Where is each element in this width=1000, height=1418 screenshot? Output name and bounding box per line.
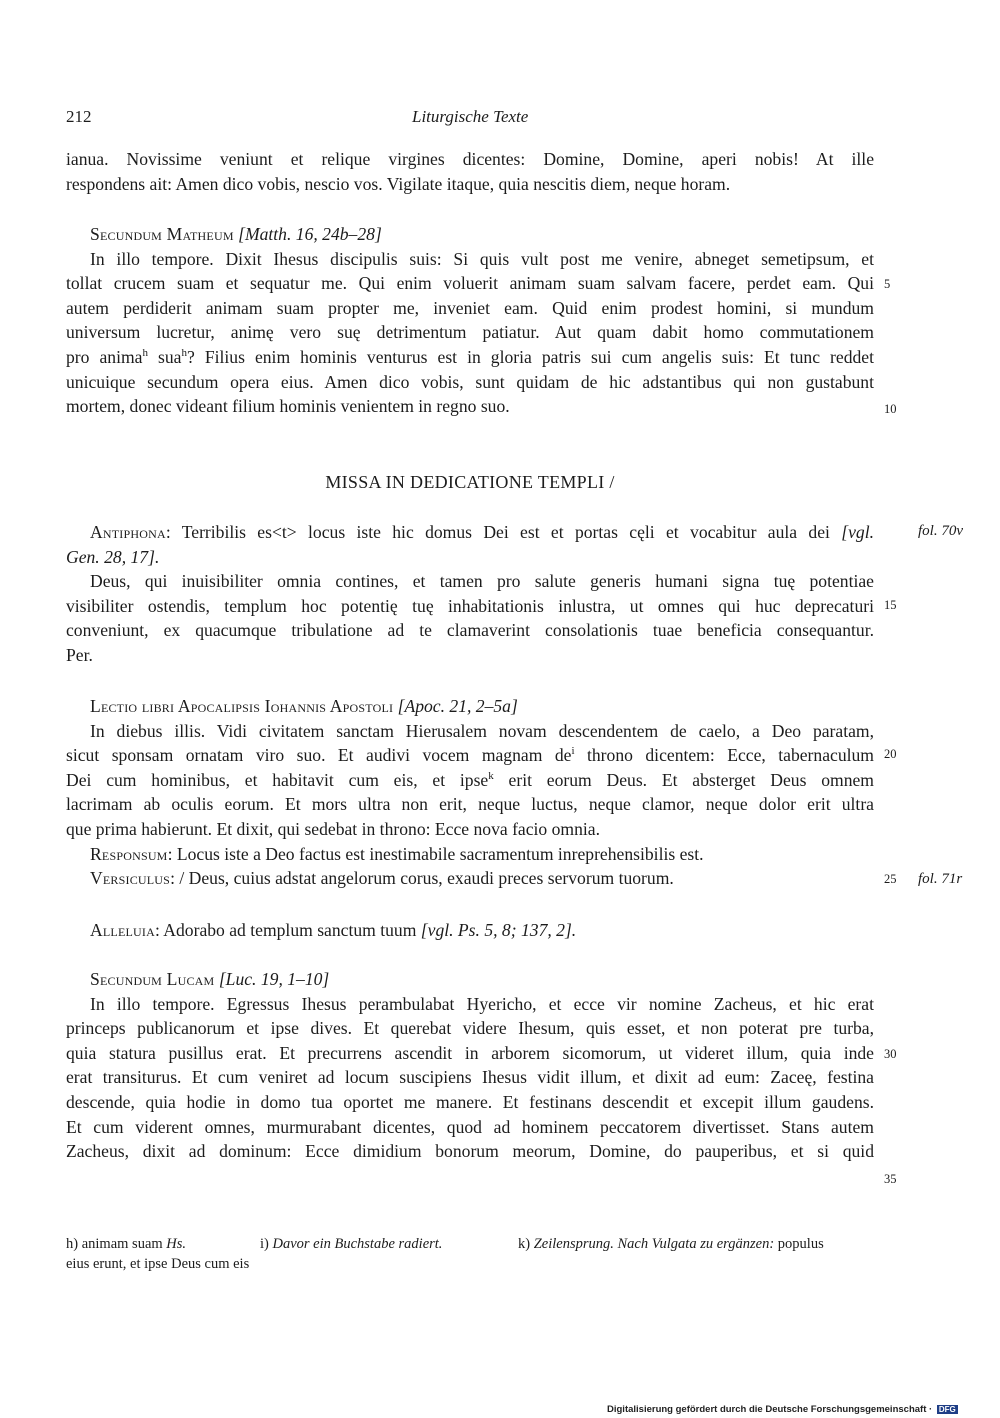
dfg-logo: DFG [938,1405,956,1414]
line-number: 15 [884,598,897,612]
text-line: unicuique secundum opera eius. Amen dico vobis, sunt quidam de hic adstantibus qui non gustabunt [66,371,874,392]
versiculus-line: Versiculus: / Deus, cuius adstat angelorum corus, exaudi preces servorum tuorum. [90,868,674,889]
footnote-marker: h [142,347,148,360]
alleluia-section [66,918,874,943]
text-line: Zacheus, dixit ad dominum: Ecce dimidium bonorum meorum, Domine, do pauperibus, et si quid [66,1141,874,1162]
footnote-row [66,1234,874,1254]
text-line: descende, quia hodie in domo tua oportet me manere. Et festinans descendit et excepit illum gaudens. [66,1091,874,1112]
text-line: In illo tempore. Dixit Ihesus discipulis suis: Si quis vult post me venire, abneget semetipsum, et [90,248,874,269]
antiphona-section [66,520,874,668]
line-number: 30 [884,1047,897,1061]
text-line: quia statura pusillus erat. Et precurrens ascendit in arborem sicomorum, ut videret illum, quia inde [66,1042,874,1063]
text-line: visibiliter ostendis, templum hoc potentię tuę inhabitationis inlustra, ut omnes qui huc deprecaturi [66,595,874,616]
text-line: tollat crucem suam et sequatur me. Qui enim voluerit animam suam salvam facere, perdet eam. Qui [66,273,874,294]
footnote-h: h) animam suam Hs. [66,1236,187,1252]
footnote-continuation: eius erunt, et ipse Deus cum eis [66,1256,250,1272]
footnote-marker: h [181,347,187,360]
footnote-k: k) Zeilensprung. Nach Vulgata zu ergänzen: populus [518,1236,824,1252]
lectio-section [66,694,874,891]
scripture-reference: [Apoc. 21, 2–5a] [397,696,518,716]
alleluia-label: Alleluia [90,920,155,940]
heading-label: Lectio libri Apocalipsis Iohannis Apostoli [90,696,394,716]
text-line: Per. [66,644,93,665]
scripture-reference: Gen. 28, 17]. [66,546,160,567]
text-line: sicut sponsam ornatam viro suo. Et audivi vocem magnam $de^i$ throno dicentem: Ecce, tabernaculum [66,745,874,766]
text-line: autem perdiderit animam suam propter me, inveniet eam. Quid enim prodest homini, si mundum [66,297,874,318]
text-line: In illo tempore. Egressus Ihesus perambulabat Hyericho, et ecce vir nomine Zacheus, et hic erat [90,993,874,1014]
text-line: In diebus illis. Vidi civitatem sanctam Hierusalem novam descendentem de caelo, a Deo paratam, [90,720,874,741]
section-heading [66,967,874,992]
text-line: mortem, donec videant filium hominis venientem in regno suo. [66,396,510,417]
mass-title: MISSA IN DEDICATIONE TEMPLI / [325,472,615,492]
antiphona-label: Antiphona [90,522,166,542]
text-line: Deus, qui inuisibiliter omnia contines, et tamen pro salute generis humani signa tuę potentiae [90,571,874,592]
line-number: 25 [884,872,897,886]
text-line: respondens ait: Amen dico vobis, nescio vos. Vigilate itaque, quia nescitis diem, neque horam. [66,173,731,194]
opening-paragraph [66,147,874,196]
digitization-credit: Digitalisierung gefördert durch die Deutsche Forschungsgemeinschaft · DFG [607,1404,956,1415]
section-heading [66,222,874,247]
line-number: 20 [884,747,897,761]
running-title: Liturgische Texte [412,107,529,126]
text-line: pro anima$^h$ sua$^h$? Filius enim hominis venturus est in gloria patris sui cum angelis suis: Et tunc reddet [66,346,875,367]
scripture-reference: [vgl. [841,522,874,542]
text-line: ianua. Novissime veniunt et relique virgines dicentes: Domine, Domine, aperi nobis! At ille [66,149,874,169]
luke-section [66,967,874,1164]
footnote-i: i) Davor ein Buchstabe radiert. [260,1236,443,1252]
text-line: Dei cum hominibus, et habitavit cum eis, et ipse$^k$ erit eorum Deus. Et absterget Deus omnem [66,769,874,790]
text-line: Et cum viderent omnes, murmurabant dicentes, quod ad hominem peccatorem divertisset. Stans autem [66,1116,874,1137]
scripture-reference: [Matth. 16, 24b–28] [238,224,382,244]
text-line: que prima habierunt. Et dixit, qui sedebat in throno: Ecce nova facio omnia. [66,818,601,839]
footnotes [66,1234,874,1274]
heading-label: Secundum Lucam [90,969,215,989]
responsum-label: Responsum [90,843,168,864]
matthew-section [66,222,874,419]
alleluia-line: Alleluia: Adorabo ad templum sanctum tuum [vgl. Ps. 5, 8; 137, 2]. [90,920,577,940]
scripture-reference: [vgl. Ps. 5, 8; 137, 2]. [420,920,577,940]
text-line: universum lucretur, animę vero suę detrimentum patiatur. Aut quam dabit homo commutationem [66,322,874,343]
text-line: erat transiturus. Et cum veniret ad locum suscipiens Ihesus vidit illum, et dixit ad eum: Zaceę, festina [66,1067,874,1088]
footnote-marker: k [488,769,494,782]
text-line: lacrimam ab oculis eorum. Et mors ultra non erit, neque luctus, neque clamor, neque dolor erit ultra [66,794,874,815]
line-number: 35 [884,1172,897,1186]
folio-mark: fol. 70v [918,523,963,539]
scripture-reference: [Luc. 19, 1–10] [218,969,330,989]
page-number: 212 [66,107,92,126]
footnote-marker: i [571,745,575,758]
text-line: conveniunt, ex quacumque tribulatione ad te clamaverint consolationis tuae beneficia consequantur. [66,620,874,641]
antiphona-line: Antiphona: Terribilis es<t> locus iste hic domus Dei est et portas cęli et vocabitur aula dei [vgl. [90,522,874,542]
text-line: princeps publicanorum et ipse dives. Et querebat videre Ihesum, quis esset, et non poterat pre turba, [66,1018,874,1039]
responsum-line: Responsum: Locus iste a Deo factus est inestimabile sacramentum inreprehensibilis est. [90,843,704,864]
line-number: 5 [884,277,891,291]
section-heading [66,694,874,719]
folio-mark: fol. 71r [918,871,963,887]
versiculus-label: Versiculus [90,868,171,889]
line-number: 10 [884,402,897,416]
heading-label: Secundum Matheum [90,224,234,244]
